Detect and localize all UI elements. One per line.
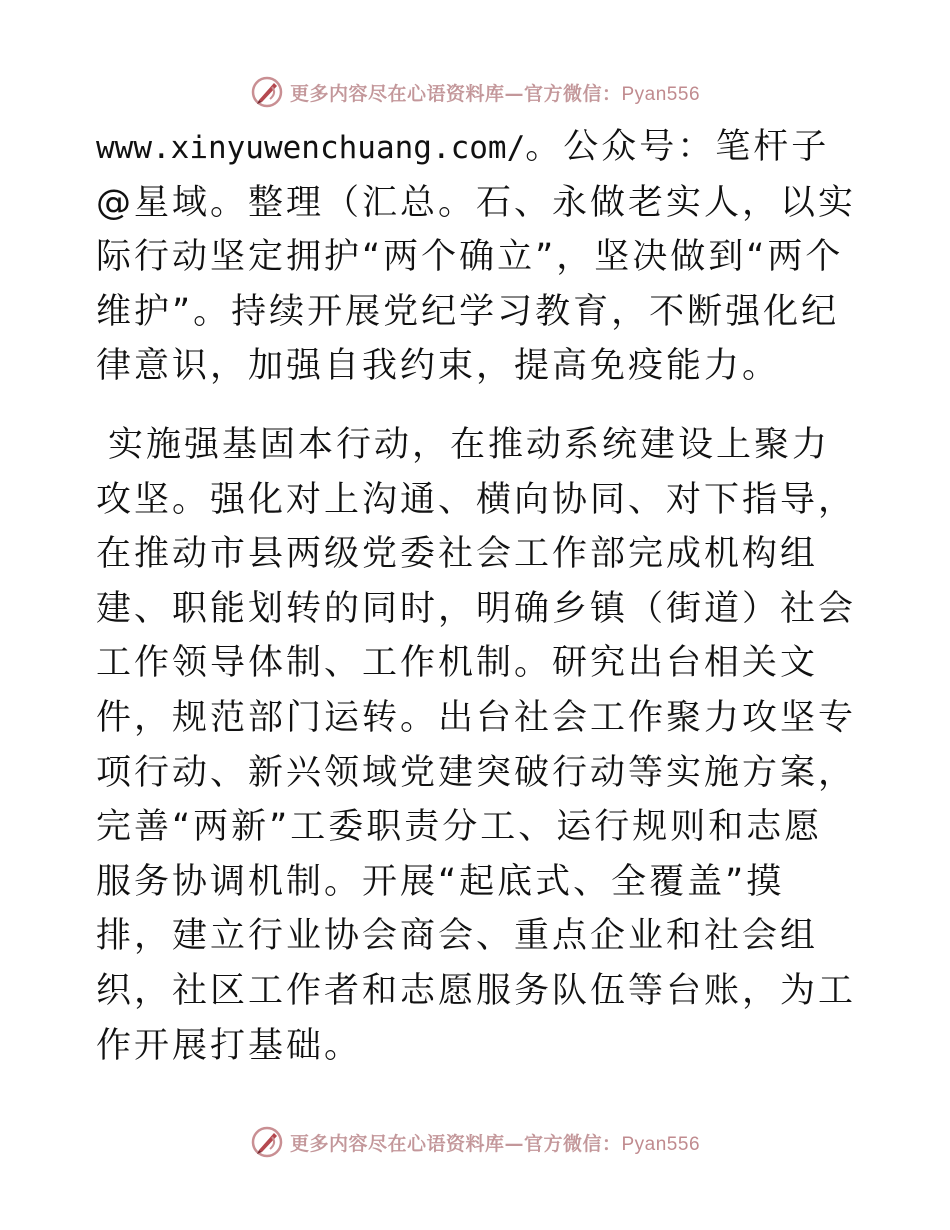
paragraph-1-url: www.xinyuwenchuang.com/ [96,130,526,166]
paragraph-1-text: 。公众号：笔杆子@星域。整理（汇总。石、永做老实人，以实际行动坚定拥护“两个确立”，坚决做到“两个维护”。持续开展党纪学习教育，不断强化纪律意识，加强自我约束，提高免疫能力。 [96,127,857,387]
footer-banner-text: 更多内容尽在心语资料库—官方微信：Pyan556 [289,1132,701,1155]
paragraph-1 [96,120,856,394]
header-banner [0,72,950,112]
paragraph-2: 实施强基固本行动，在推动系统建设上聚力攻坚。强化对上沟通、横向协同、对下指导，在推动市县两级党委社会工作部完成机构组建、职能划转的同时，明确乡镇（街道）社会工作领导体制、工作机制。研究出台相关文件，规范部门运转。出台社会工作聚力攻坚专项行动、新兴领域党建突破行动等实施方案，完善“两新”工委职责分工、运行规则和志愿服务协调机制。开展“起底式、全覆盖”摸排，建立行业协会商会、重点企业和社会组织，社区工作者和志愿服务队伍等台账，为工作开展打基础。 [96,424,857,1066]
footer-banner-brand: Pyan556 [621,1133,701,1155]
quill-pen-logo-icon [250,75,284,109]
document-body [96,120,856,1073]
quill-pen-logo-icon [250,1125,284,1159]
header-banner-text: 更多内容尽在心语资料库—官方微信：Pyan556 [289,82,701,105]
header-banner-brand: Pyan556 [621,83,701,105]
footer-banner [0,1122,950,1162]
